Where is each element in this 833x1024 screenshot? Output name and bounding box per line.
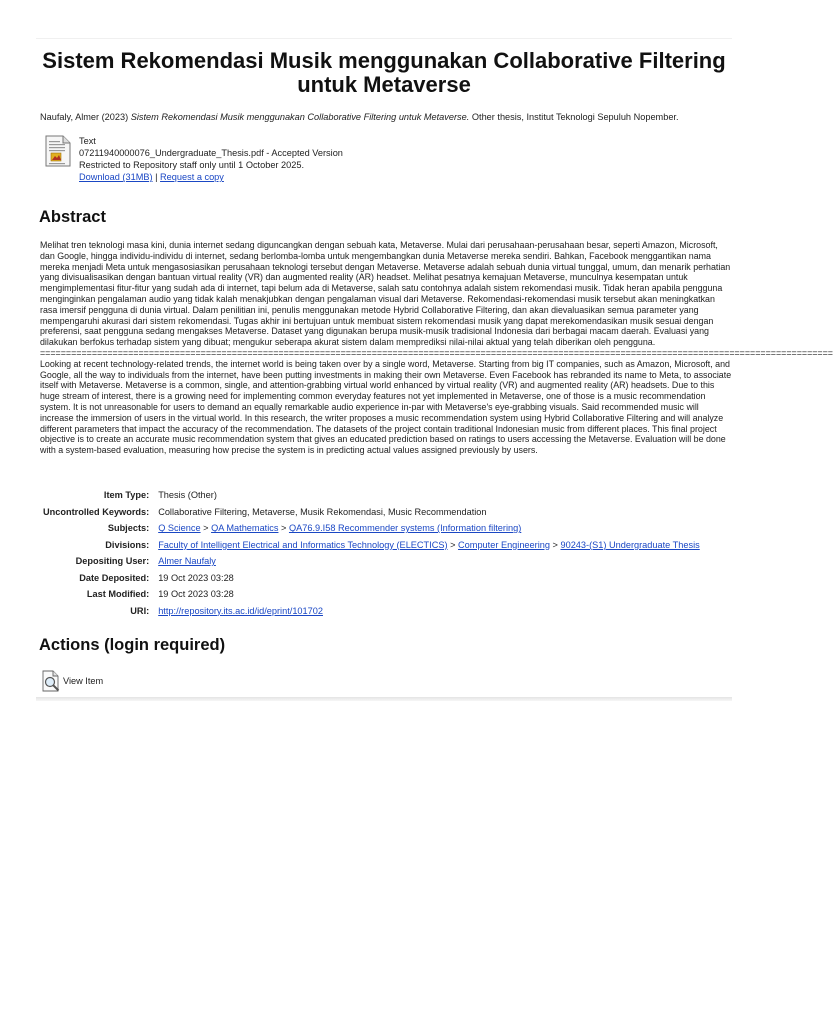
division-link[interactable]: 90243-(S1) Undergraduate Thesis [560, 539, 700, 550]
crumb-separator: > [549, 539, 561, 550]
abstract-separator: ========================================================================================================================================================= [40, 347, 833, 358]
meta-row-item-type [40, 487, 703, 504]
meta-value: Thesis (Other) [158, 490, 217, 501]
meta-row-depositing-user [40, 553, 703, 570]
division-link[interactable]: Computer Engineering [458, 539, 550, 550]
meta-label: Last Modified: [86, 589, 150, 600]
abstract-english: Looking at recent technology-related trends, the internet world is being taken over by a single word, Metaverse. Starting from big IT companies, such as Amazon, Microsoft, and Google, all the way to individuals from the internet, have been putting investments in making their own Metaverse. Even Facebook has rebranded its name to Meta, to associate itself with Metaverse. Metaverse is a common, single, and attention-grabbing virtual world enhanced by virtual reality (VR) and augmented reality (AR) headsets. Due to this huge stream of interest, there is a growing need for implementing common everyday features not yet implemented in Metaverse, one of those is a music recommendation system. It is not unreasonable for users to demand an equally remarkable audio experience in-par with Metaverse's eye-grabbing visuals. Said recommended music will increase the immersion of users in the virtual world. In this research, the writer proposes a music recommendation system using Hybrid Collaborative Filtering and will analyze different parameters that impact the accuracy of the recommendation. The datasets of the project contain traditional Indonesian music from different places. This final project objective is to create an accurate music recommendation system that gives an educated prediction based on ratings to users accessing the Metaverse. Evaluation will be done with a system-based evaluation, measuring how precise the system is in predicting actual values assigned previously by users. [40, 358, 732, 456]
download-link[interactable]: Download (31MB) [79, 172, 153, 182]
crumb-separator: > [200, 523, 212, 534]
meta-row-date-deposited [40, 570, 703, 587]
crumb-separator: > [447, 539, 459, 550]
meta-label: Item Type: [103, 490, 150, 501]
subject-link[interactable]: QA Mathematics [211, 523, 279, 534]
subject-link[interactable]: QA76.9.I58 Recommender systems (Information filtering) [288, 523, 522, 534]
meta-label: URI: [130, 605, 150, 616]
document-links [79, 171, 343, 183]
meta-value: Collaborative Filtering, Metaverse, Musik Rekomendasi, Music Recommendation [158, 506, 487, 517]
uri-link[interactable]: http://repository.its.ac.id/id/eprint/101702 [158, 605, 323, 616]
document-info [79, 135, 343, 183]
meta-label: Divisions: [105, 539, 150, 550]
view-item-action[interactable] [40, 671, 103, 691]
citation-title: Sistem Rekomendasi Musik menggunakan Collaborative Filtering untuk Metaverse. [130, 112, 470, 122]
meta-row-divisions [40, 537, 703, 554]
meta-value: 19 Oct 2023 03:28 [158, 589, 234, 600]
meta-value [155, 537, 703, 554]
meta-value [155, 520, 703, 537]
meta-value [155, 553, 703, 570]
crumb-separator: > [278, 523, 289, 534]
meta-value: 19 Oct 2023 03:28 [158, 572, 234, 583]
subject-link[interactable]: Q Science [158, 523, 201, 534]
meta-label: Date Deposited: [79, 572, 150, 583]
magnifier-document-icon[interactable] [40, 670, 62, 692]
document-restriction: Restricted to Repository staff only until 1 October 2025. [79, 160, 305, 170]
meta-label: Subjects: [107, 523, 150, 534]
division-link[interactable]: Faculty of Intelligent Electrical and Informatics Technology (ELECTICS) [158, 539, 448, 550]
meta-row-subjects [40, 520, 703, 537]
meta-label: Uncontrolled Keywords: [43, 506, 150, 517]
citation-rest: Other thesis, Institut Teknologi Sepuluh Nopember. [469, 112, 679, 122]
abstract-indonesian: Melihat tren teknologi masa kini, dunia internet sedang diguncangkan dengan sebuah kata, Metaverse. Mulai dari perusahaan-perusahaan besar, seperti Amazon, Microsoft, dan Google, hingga individu-individu di internet, sedang berlomba-lomba untuk mengembangkan dunia Metaverse mereka sendiri. Bahkan, Facebook menggantikan nama mereka menjadi Meta untuk mengasosiasikan perusahaan teknologi tersebut dengan Metaverse. Metaverse adalah sebuah dunia virtual tunggal, umum, dan menarik perhatian yang divisualisasikan dengan bantuan virtual reality (VR) dan augmented reality (AR) headset. Melihat pesatnya kemajuan Metaverse, munculnya kesempatan untuk mengimplementasi fitur-fitur yang sudah ada di internet, tapi belum ada di Metaverse, salah satu contohnya adalah sistem rekomendasi musik. Tidak heran apabila pengguna menginginkan pengalaman audio yang tidak kalah menakjubkan dengan pengalaman visual dari Metaverse. Rekomendasi-rekomendasi musik tersebut akan meningkatkan rasa imersif pengguna di dunia virtual. Dalam penilitian ini, penulis menggunakan metode Hybrid Collaborative Filtering, dan akan dievaluasikan semua parameter yang mempengaruhi akurasi dari sistem rekomendasi. Tugas akhir ini bertujuan untuk membuat sistem rekomendasi musik yang dapat merekomendasikan musik sesuai dengan preferensi, saat pengguna sedang mengakses Metaverse. Dataset yang digunakan berupa musik-musik tradisional Indonesia dari berbagai macam daerah. Evaluasi yang dilakukan berfokus terhadap sistem yang dibuat; mengukur seberapa akurat sistem dalam memprediksi nilai-nilai aktual yang telah diberikan oleh pengguna. [40, 240, 731, 348]
meta-row-uri [40, 603, 703, 620]
document-filename: 07211940000076_Undergraduate_Thesis.pdf - Accepted Version [79, 148, 343, 158]
citation [40, 111, 730, 123]
actions-heading: Actions (login required) [39, 636, 226, 654]
meta-label: Depositing User: [75, 556, 150, 567]
meta-row-keywords [40, 504, 703, 521]
abstract-heading: Abstract [39, 208, 106, 226]
pdf-document-icon[interactable] [44, 135, 72, 167]
meta-row-last-modified [40, 586, 703, 603]
citation-authors: Naufaly, Almer (2023) [40, 112, 129, 122]
page-title: Sistem Rekomendasi Musik menggunakan Collaborative Filtering untuk Metaverse [42, 48, 726, 97]
page-bottom-divider [36, 697, 732, 701]
depositing-user-link[interactable]: Almer Naufaly [158, 556, 216, 567]
view-item-label[interactable]: View Item [63, 676, 104, 686]
metadata-table [40, 487, 703, 619]
abstract-text [40, 240, 833, 456]
document-type: Text [79, 136, 96, 146]
eprint-page [36, 38, 833, 699]
request-copy-link[interactable]: Request a copy [160, 172, 224, 182]
meta-value [155, 603, 703, 620]
link-separator: | [152, 172, 161, 182]
